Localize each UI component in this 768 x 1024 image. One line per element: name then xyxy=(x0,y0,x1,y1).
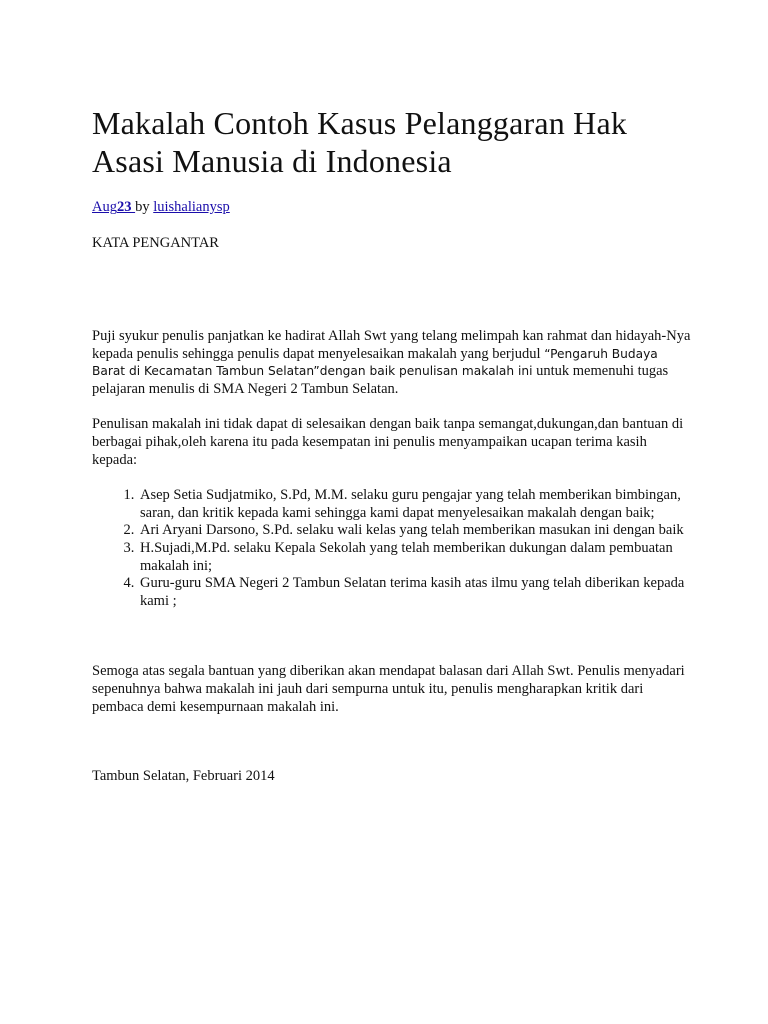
paragraph-intro xyxy=(92,328,692,398)
paragraph-intro-quote: “Pengaruh Budaya Barat di Kecamatan Tambun Selatan”dengan baik penulisan makalah ini xyxy=(92,346,658,379)
by-label: by xyxy=(135,199,154,215)
list-item: 3. H.Sujadi,M.Pd. selaku Kepala Sekolah yang telah memberikan dukungan dalam pembuatan makalah ini; xyxy=(138,540,698,575)
paragraph-intro-end: untuk memenuhi tugas pelajaran menulis di SMA Negeri 2 Tambun Selatan. xyxy=(92,363,669,397)
signature-place-date: Tambun Selatan, Februari 2014 xyxy=(92,768,275,785)
paragraph-intro-start: Puji syukur penulis panjatkan ke hadirat Allah Swt yang telang melimpah kan rahmat dan hidayah-Nya kepada penulis sehingga penulis dapat menyelesaikan makalah yang berjudul xyxy=(92,328,691,362)
author-link[interactable]: luishalianysp xyxy=(153,199,230,215)
paragraph-closing: Semoga atas segala bantuan yang diberikan akan mendapat balasan dari Allah Swt. Penulis menyadari sepenuhnya bahwa makalah ini jauh dari sempurna untuk itu, penulis mengharapkan kritik dari pembaca demi kesempurnaan makalah ini. xyxy=(92,663,685,715)
list-item: 4. Guru-guru SMA Negeri 2 Tambun Selatan terima kasih atas ilmu yang telah diberikan kepada kami ; xyxy=(138,575,698,610)
post-meta xyxy=(92,198,692,216)
article-title: Makalah Contoh Kasus Pelanggaran Hak Asasi Manusia di Indonesia xyxy=(92,105,628,179)
date-link[interactable] xyxy=(92,199,135,215)
document-page xyxy=(92,104,692,786)
list-item: 1. Asep Setia Sudjatmiko, S.Pd, M.M. selaku guru pengajar yang telah memberikan bimbingan, saran, dan kritik kepada kami sehingga kami dapat menyelesaikan makalah dengan baik; xyxy=(138,487,698,522)
list-item: 2. Ari Aryani Darsono, S.Pd. selaku wali kelas yang telah memberikan masukan ini dengan baik xyxy=(138,522,698,540)
date-month[interactable]: Aug xyxy=(92,199,117,215)
section-heading: KATA PENGANTAR xyxy=(92,235,219,251)
thanks-list xyxy=(92,487,698,610)
date-day[interactable]: 23 xyxy=(116,199,132,215)
paragraph-thanks-intro: Penulisan makalah ini tidak dapat di selesaikan dengan baik tanpa semangat,dukungan,dan bantuan di berbagai pihak,oleh karena itu pada kesempatan ini penulis menyampaikan ucapan terima kasih kepada: xyxy=(92,416,684,468)
